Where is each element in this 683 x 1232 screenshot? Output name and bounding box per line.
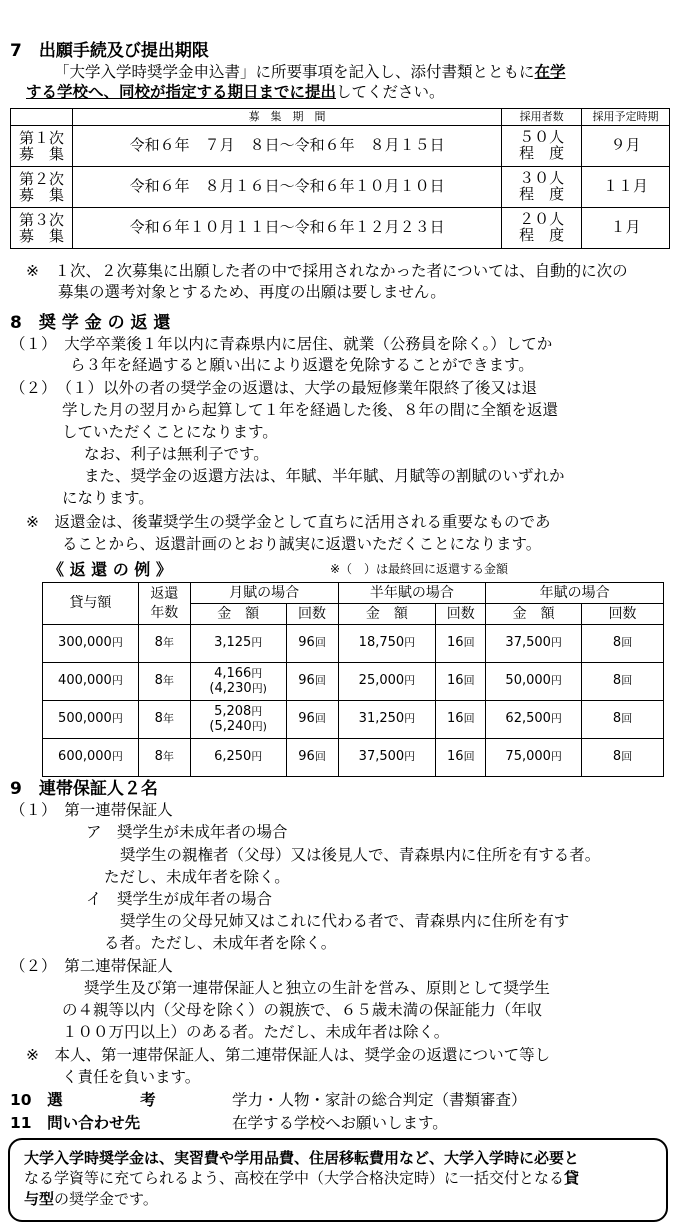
section-8-heading: 8 奨 学 金 の 返 還 — [10, 313, 171, 333]
monthly-times-cell — [286, 739, 338, 777]
cell-value: 8 — [154, 749, 163, 765]
section-7-note-line2: 募集の選考対象とするため、再度の出願は要しません。 — [58, 283, 446, 301]
table-row — [11, 167, 670, 208]
cell-value: 16 — [447, 749, 464, 765]
cell-value: 25,000 — [358, 673, 405, 689]
unit-text: 回 — [621, 750, 633, 764]
unit-text: 円) — [251, 719, 267, 733]
loan-header: 貸与額 — [43, 583, 139, 625]
unit-text: 年 — [162, 750, 174, 764]
cell-value: 37,500 — [358, 749, 405, 765]
years-header — [138, 583, 190, 625]
annual-header: 年賦の場合 — [486, 583, 664, 604]
unit-text: 円 — [550, 674, 562, 688]
emphasis-text: 貸 — [564, 1169, 580, 1188]
annual-amount-cell — [486, 625, 582, 663]
table-row — [11, 126, 670, 167]
section-9-case-b-line1: 奨学生の父母兄姉又はこれに代わる者で、青森県内に住所を有す — [120, 912, 570, 930]
section-8-item1-line2: ら３年を経過すると願い出により返還を免除することができます。 — [70, 356, 534, 374]
section-9-first-guarantor-title: （１） 第一連帯保証人 — [10, 801, 173, 819]
annual-times-cell — [582, 739, 664, 777]
unit-text: 円 — [251, 636, 263, 650]
cell-value: 62,500 — [505, 711, 551, 727]
section-9-second-line1: 奨学生及び第一連帯保証人と独立の生計を営み、原則として奨学生 — [84, 979, 550, 997]
count-text: 程 度 — [519, 226, 565, 244]
section-9-case-a-line1: 奨学生の親権者（父母）又は後見人で、青森県内に住所を有する者。 — [120, 846, 601, 864]
cell-value: 3,125 — [214, 635, 252, 651]
timing-cell: １１月 — [582, 167, 670, 208]
section-7-paragraph-line1 — [54, 62, 566, 82]
header-cell — [11, 109, 73, 126]
section-9-heading: 9 連帯保証人２名 — [10, 779, 158, 799]
cell-value: 8 — [612, 673, 622, 689]
count-cell — [502, 126, 582, 167]
cell-value: 5,208 — [214, 704, 252, 720]
unit-text: 回 — [463, 674, 475, 688]
text-fragment: してください。 — [336, 83, 445, 101]
loan-cell — [43, 701, 139, 739]
section-10-label: 10 選 考 — [10, 1091, 156, 1109]
header-text: 年数 — [150, 604, 179, 621]
unit-text: 回 — [463, 750, 475, 764]
header-text: 返還 — [150, 586, 179, 603]
table-row — [43, 701, 664, 739]
emphasis-text: 在学 — [534, 63, 566, 81]
cell-value: 96 — [298, 635, 315, 651]
period-cell: 令和６年１０月１１日～令和６年１２月２３日 — [72, 208, 501, 249]
unit-text: 回 — [463, 712, 475, 726]
repayment-example-table — [42, 582, 664, 777]
round-text: 第３次 — [18, 210, 64, 229]
final-payment-value: (5,240 — [209, 718, 252, 734]
table-row — [43, 739, 664, 777]
unit-text: 円 — [404, 750, 416, 764]
loan-cell — [43, 739, 139, 777]
monthly-header: 月賦の場合 — [190, 583, 338, 604]
period-cell: 令和６年 ７月 ８日～令和６年 ８月１５日 — [72, 126, 501, 167]
timing-cell: ９月 — [582, 126, 670, 167]
section-8-note-line1: ※ 返還金は、後輩奨学生の奨学金として直ちに活用される重要なものであ — [26, 513, 551, 531]
semiannual-header: 半年賦の場合 — [338, 583, 486, 604]
count-text: ３０人 — [519, 169, 565, 188]
amount-header: 金 額 — [486, 604, 582, 625]
unit-text: 円 — [251, 750, 263, 764]
period-cell: 令和６年 ８月１６日～令和６年１０月１０日 — [72, 167, 501, 208]
section-9-note-line1: ※ 本人、第一連帯保証人、第二連帯保証人は、奨学金の返還について等し — [26, 1046, 551, 1064]
count-text: 程 度 — [519, 185, 565, 203]
cell-value: 8 — [154, 673, 163, 689]
text-fragment: なる学資等に充てられるよう、高校在学中（大学合格決定時）に一括交付となる — [24, 1169, 565, 1188]
unit-text: 年 — [162, 636, 174, 650]
unit-text: 円 — [550, 636, 562, 650]
count-cell — [502, 167, 582, 208]
unit-text: 円 — [404, 712, 416, 726]
round-cell — [11, 208, 73, 249]
semiannual-times-cell — [436, 663, 486, 701]
unit-text: 円 — [550, 712, 562, 726]
semiannual-times-cell — [436, 625, 486, 663]
annual-times-cell — [582, 663, 664, 701]
monthly-times-cell — [286, 663, 338, 701]
semiannual-amount-cell — [338, 739, 436, 777]
section-9-case-b-line2: る者。ただし、未成年者を除く。 — [104, 934, 337, 952]
monthly-amount-cell — [190, 739, 286, 777]
times-header: 回数 — [436, 604, 486, 625]
unit-text: 円 — [111, 636, 123, 650]
section-10-value: 学力・人物・家計の総合判定（書類審査） — [232, 1091, 527, 1109]
cell-value: 8 — [154, 711, 163, 727]
section-7-paragraph-line2 — [26, 82, 445, 102]
round-cell — [11, 167, 73, 208]
round-text: 第１次 — [18, 128, 64, 147]
annual-amount-cell — [486, 663, 582, 701]
monthly-amount-cell — [190, 625, 286, 663]
section-9-second-guarantor-title: （２） 第二連帯保証人 — [10, 957, 173, 975]
loan-cell — [43, 625, 139, 663]
unit-text: 円 — [251, 667, 263, 681]
round-cell — [11, 126, 73, 167]
notice-line2 — [24, 1168, 652, 1188]
text-fragment: の奨学金です。 — [54, 1189, 158, 1208]
section-8-item2-line5: また、奨学金の返還方法は、年賦、半年賦、月賦等の割賦のいずれか — [84, 467, 565, 485]
count-text: ５０人 — [519, 128, 565, 147]
cell-value: 400,000 — [58, 673, 112, 689]
unit-text: 年 — [162, 712, 174, 726]
unit-text: 円 — [550, 750, 562, 764]
amount-header: 金 額 — [190, 604, 286, 625]
unit-text: 円) — [251, 681, 267, 695]
years-cell — [138, 701, 190, 739]
count-text: ２０人 — [519, 210, 565, 229]
repayment-example-note: ※（ ）は最終回に返還する金額 — [330, 562, 509, 576]
section-9-second-line3: １００万円以上）のある者。ただし、未成年者は除く。 — [62, 1023, 450, 1041]
section-9-second-line2: の４親等以内（父母を除く）の親族で、６５歳未満の保証能力（年収 — [62, 1001, 543, 1019]
annual-times-cell — [582, 625, 664, 663]
cell-value: 8 — [612, 635, 622, 651]
table-row — [43, 663, 664, 701]
table-header-row — [11, 109, 670, 126]
unit-text: 回 — [314, 750, 326, 764]
cell-value: 50,000 — [505, 673, 551, 689]
section-8-item2-line6: になります。 — [62, 489, 154, 507]
semiannual-amount-cell — [338, 663, 436, 701]
round-text: 募 集 — [18, 227, 64, 245]
section-9-case-b-title: イ 奨学生が成年者の場合 — [86, 890, 273, 908]
annual-times-cell — [582, 701, 664, 739]
section-9-case-a-title: ア 奨学生が未成年者の場合 — [86, 823, 288, 841]
section-8-item2-line1: （２） （１）以外の者の奨学金の返還は、大学の最短修業年限終了後又は退 — [10, 379, 538, 397]
section-7-heading: 7 出願手続及び提出期限 — [10, 41, 209, 61]
loan-cell — [43, 663, 139, 701]
table-header-row — [43, 583, 664, 604]
unit-text: 回 — [463, 636, 475, 650]
section-11-value: 在学する学校へお願いします。 — [232, 1114, 448, 1132]
cell-value: 600,000 — [58, 749, 112, 765]
unit-text: 円 — [404, 674, 416, 688]
section-8-item2-line4: なお、利子は無利子です。 — [84, 445, 269, 463]
unit-text: 回 — [621, 636, 633, 650]
cell-value: 18,750 — [358, 635, 405, 651]
section-8-item2-line2: 学した月の翌月から起算して１年を経過した後、８年の間に全額を返還 — [62, 401, 559, 419]
section-8-item2-line3: していただくことになります。 — [62, 423, 278, 441]
section-8-note-line2: ることから、返還計画のとおり誠実に返還いただくことになります。 — [62, 535, 542, 553]
years-cell — [138, 663, 190, 701]
table-row — [43, 625, 664, 663]
unit-text: 円 — [404, 636, 416, 650]
cell-value: 300,000 — [58, 635, 112, 651]
application-period-table — [10, 108, 670, 249]
section-11-label: 11 問い合わせ先 — [10, 1114, 141, 1132]
cell-value: 16 — [447, 635, 464, 651]
timing-cell: １月 — [582, 208, 670, 249]
repayment-example-title: 《 返 還 の 例 》 — [48, 560, 172, 579]
semiannual-amount-cell — [338, 701, 436, 739]
years-cell — [138, 625, 190, 663]
unit-text: 円 — [251, 705, 263, 719]
years-cell — [138, 739, 190, 777]
header-cell: 採用予定時期 — [582, 109, 670, 126]
semiannual-amount-cell — [338, 625, 436, 663]
unit-text: 回 — [314, 712, 326, 726]
monthly-times-cell — [286, 701, 338, 739]
monthly-amount-cell — [190, 663, 286, 701]
cell-value: 500,000 — [58, 711, 112, 727]
unit-text: 年 — [162, 674, 174, 688]
unit-text: 回 — [621, 712, 633, 726]
amount-header: 金 額 — [338, 604, 436, 625]
header-cell: 採用者数 — [502, 109, 582, 126]
unit-text: 円 — [111, 712, 123, 726]
monthly-times-cell — [286, 625, 338, 663]
section-8-item1-line1: （１） 大学卒業後１年以内に青森県内に居住、就業（公務員を除く。）してか — [10, 335, 553, 353]
cell-value: 96 — [298, 673, 315, 689]
round-text: 第２次 — [18, 169, 64, 188]
unit-text: 回 — [621, 674, 633, 688]
annual-amount-cell — [486, 701, 582, 739]
emphasis-text: 与型 — [24, 1189, 55, 1208]
cell-value: 4,166 — [214, 666, 252, 682]
cell-value: 16 — [447, 673, 464, 689]
times-header: 回数 — [582, 604, 664, 625]
times-header: 回数 — [286, 604, 338, 625]
final-payment-value: (4,230 — [209, 680, 252, 696]
notice-line1: 大学入学時奨学金は、実習費や学用品費、住居移転費用など、大学入学時に必要と — [24, 1149, 580, 1167]
unit-text: 回 — [314, 636, 326, 650]
section-9-note-line2: く責任を負います。 — [62, 1068, 201, 1086]
cell-value: 16 — [447, 711, 464, 727]
cell-value: 8 — [154, 635, 163, 651]
notice-box — [8, 1138, 668, 1222]
cell-value: 96 — [298, 749, 315, 765]
notice-line3 — [24, 1189, 652, 1209]
count-text: 程 度 — [519, 144, 565, 162]
cell-value: 31,250 — [358, 711, 405, 727]
cell-value: 37,500 — [505, 635, 551, 651]
section-7-note-line1: ※ １次、２次募集に出願した者の中で採用されなかった者については、自動的に次の — [26, 262, 628, 280]
round-text: 募 集 — [18, 186, 64, 204]
cell-value: 75,000 — [505, 749, 551, 765]
semiannual-times-cell — [436, 701, 486, 739]
round-text: 募 集 — [18, 145, 64, 163]
cell-value: 6,250 — [214, 749, 252, 765]
unit-text: 円 — [111, 750, 123, 764]
annual-amount-cell — [486, 739, 582, 777]
monthly-amount-cell — [190, 701, 286, 739]
cell-value: 8 — [612, 711, 622, 727]
header-cell: 募 集 期 間 — [72, 109, 501, 126]
emphasis-text: する学校へ、同校が指定する期日までに提出 — [26, 83, 337, 101]
unit-text: 回 — [314, 674, 326, 688]
cell-value: 96 — [298, 711, 315, 727]
count-cell — [502, 208, 582, 249]
unit-text: 円 — [111, 674, 123, 688]
text-fragment: 「大学入学時奨学金申込書」に所要事項を記入し、添付書類とともに — [54, 63, 535, 81]
cell-value: 8 — [612, 749, 622, 765]
table-row — [11, 208, 670, 249]
semiannual-times-cell — [436, 739, 486, 777]
section-9-case-a-line2: ただし、未成年者を除く。 — [104, 868, 290, 886]
